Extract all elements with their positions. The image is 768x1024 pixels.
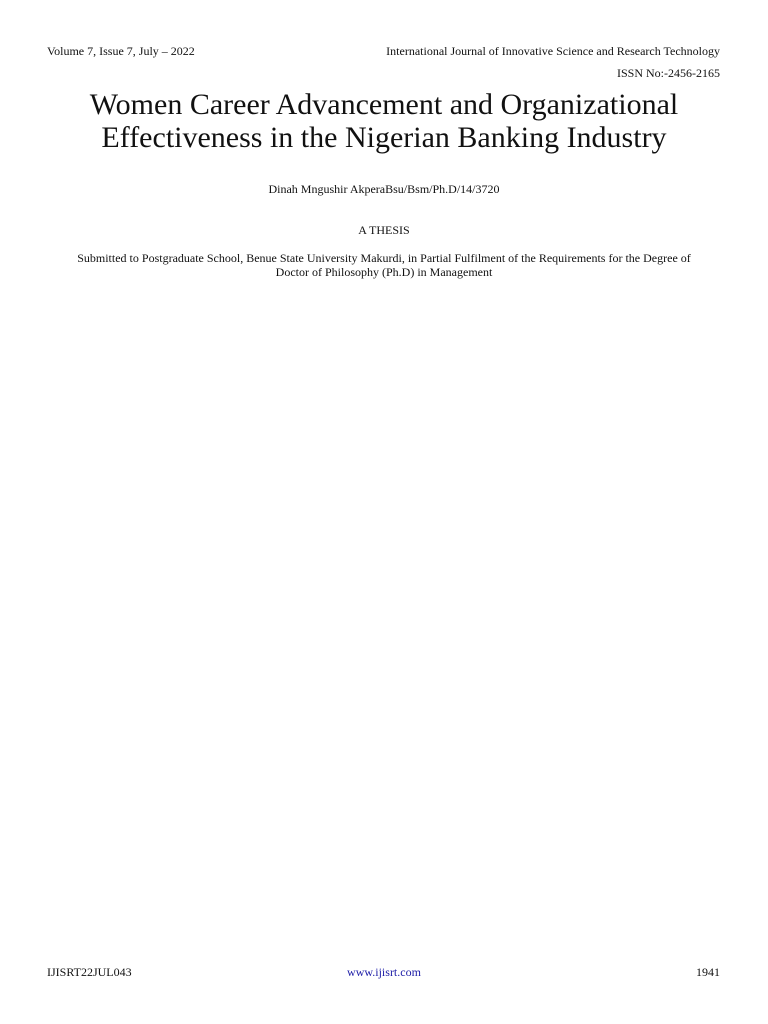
paper-title-line-2: Effectiveness in the Nigerian Banking Industry xyxy=(101,121,667,154)
website-link[interactable]: www.ijisrt.com xyxy=(347,965,421,979)
footer-paper-id: IJISRT22JUL043 xyxy=(47,965,132,979)
paper-title-line-1: Women Career Advancement and Organizational xyxy=(89,88,679,121)
submission-statement xyxy=(48,251,720,279)
thesis-label: A THESIS xyxy=(358,223,410,237)
submission-line-1: Submitted to Postgraduate School, Benue State University Makurdi, in Partial Fulfilment of the Requirements for the Degree of xyxy=(77,251,691,265)
issn-header: ISSN No:-2456-2165 xyxy=(616,66,720,80)
journal-name-header: International Journal of Innovative Science and Research Technology xyxy=(386,44,720,58)
submission-line-2: Doctor of Philosophy (Ph.D) in Management xyxy=(275,265,493,279)
footer-website xyxy=(0,965,768,979)
volume-issue-header: Volume 7, Issue 7, July – 2022 xyxy=(47,44,195,58)
author-line: Dinah Mngushir AkperaBsu/Bsm/Ph.D/14/3720 xyxy=(268,182,500,196)
footer-page-number: 1941 xyxy=(696,965,720,979)
paper-title xyxy=(40,88,728,154)
